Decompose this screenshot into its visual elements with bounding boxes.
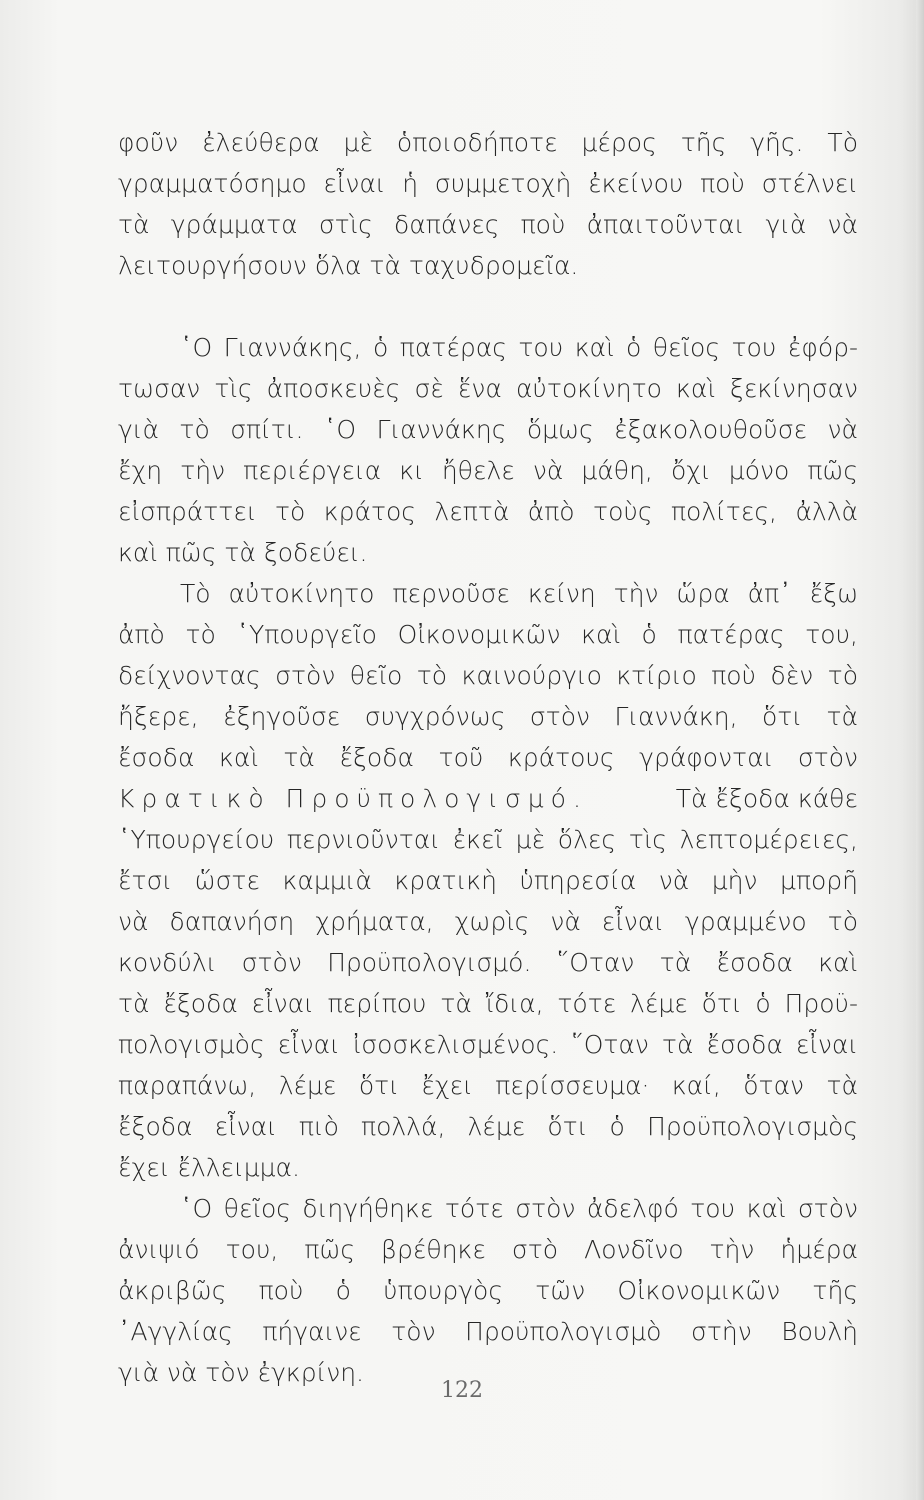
text-line-23: πολογισμὸς εἶναι ἰσοσκελισμένος. ῞Οταν τὰ ἔσοδα εἶναι: [118, 1030, 858, 1059]
text-line-17-rest: Τὰ ἔξοδα κάθε: [675, 784, 858, 813]
text-line-25: ἔξοδα εἶναι πιὸ πολλά, λέμε ὅτι ὁ Προϋπολογισμὸς: [118, 1112, 858, 1141]
text-line-27: ῾Ο θεῖος διηγήθηκε τότε στὸν ἀδελφό του καὶ στὸν: [180, 1194, 858, 1223]
text-line-28: ἀνιψιό του, πῶς βρέθηκε στὸ Λονδῖνο τὴν ἡμέρα: [118, 1235, 858, 1264]
text-line-18: ῾Υπουργείου περνιοῦνται ἐκεῖ μὲ ὅλες τὶς λεπτομέρειες,: [118, 825, 858, 854]
text-line-2: γραμματόσημο εἶναι ἡ συμμετοχὴ ἐκείνου ποὺ στέλνει: [118, 169, 858, 198]
text-line-12: Τὸ αὐτοκίνητο περνοῦσε κείνη τὴν ὥρα ἀπ᾿ ἔξω: [180, 579, 858, 608]
text-line-13: ἀπὸ τὸ ῾Υπουργεῖο Οἰκονομικῶν καὶ ὁ πατέρας του,: [118, 620, 858, 649]
text-line-15: ἤξερε, ἐξηγοῦσε συγχρόνως στὸν Γιαννάκη, ὅτι τὰ: [118, 702, 858, 731]
text-line-24: παραπάνω, λέμε ὅτι ἔχει περίσσευμα· καί, ὅταν τὰ: [118, 1071, 858, 1100]
page-edge-shadow: [916, 0, 924, 1500]
spaced-term: Κρατικὸ Προϋπολογισμό.: [118, 784, 588, 813]
text-line-19: ἔτσι ὥστε καμμιὰ κρατικὴ ὑπηρεσία νὰ μὴν μπορῆ: [118, 866, 858, 895]
text-line-21: κονδύλι στὸν Προϋπολογισμό. ῞Οταν τὰ ἔσοδα καὶ: [118, 948, 858, 977]
text-line-7: τωσαν τὶς ἀποσκευὲς σὲ ἕνα αὐτοκίνητο καὶ ξεκίνησαν: [118, 374, 858, 403]
text-line-26: ἔχει ἔλλειμμα.: [118, 1153, 300, 1182]
text-line-20: νὰ δαπανήση χρήματα, χωρὶς νὰ εἶναι γραμμένο τὸ: [118, 907, 858, 936]
text-line-3: τὰ γράμματα στὶς δαπάνες ποὺ ἀπαιτοῦνται γιὰ νὰ: [118, 210, 858, 239]
text-line-6: ῾Ο Γιαννάκης, ὁ πατέρας του καὶ ὁ θεῖος του ἐφόρ-: [180, 333, 858, 362]
text-line-16: ἔσοδα καὶ τὰ ἔξοδα τοῦ κράτους γράφονται στὸν: [118, 743, 858, 772]
text-line-31: γιὰ νὰ τὸν ἐγκρίνη.: [118, 1358, 365, 1387]
page-number: 122: [441, 1378, 483, 1403]
text-line-29: ἀκριβῶς ποὺ ὁ ὑπουργὸς τῶν Οἰκονομικῶν τῆς: [118, 1276, 858, 1305]
text-line-8: γιὰ τὸ σπίτι. ῾Ο Γιαννάκης ὅμως ἐξακολουθοῦσε νὰ: [118, 415, 858, 444]
text-line-14: δείχνοντας στὸν θεῖο τὸ καινούργιο κτίριο ποὺ δὲν τὸ: [118, 661, 858, 690]
text-line-30: ᾿Αγγλίας πήγαινε τὸν Προϋπολογισμὸ στὴν Βουλὴ: [118, 1317, 858, 1346]
text-line-10: εἰσπράττει τὸ κράτος λεπτὰ ἀπὸ τοὺς πολίτες, ἀλλὰ: [118, 497, 858, 526]
text-line-17: [118, 779, 858, 819]
text-line-9: ἔχη τὴν περιέργεια κι ἤθελε νὰ μάθη, ὄχι μόνο πῶς: [118, 456, 858, 485]
text-line-1: φοῦν ἐλεύθερα μὲ ὁποιοδήποτε μέρος τῆς γῆς. Τὸ: [118, 128, 858, 157]
text-line-22: τὰ ἔξοδα εἶναι περίπου τὰ ἴδια, τότε λέμε ὅτι ὁ Προϋ-: [118, 989, 858, 1018]
text-line-4: λειτουργήσουν ὅλα τὰ ταχυδρομεῖα.: [118, 251, 579, 280]
text-line-11: καὶ πῶς τὰ ξοδεύει.: [118, 538, 368, 567]
